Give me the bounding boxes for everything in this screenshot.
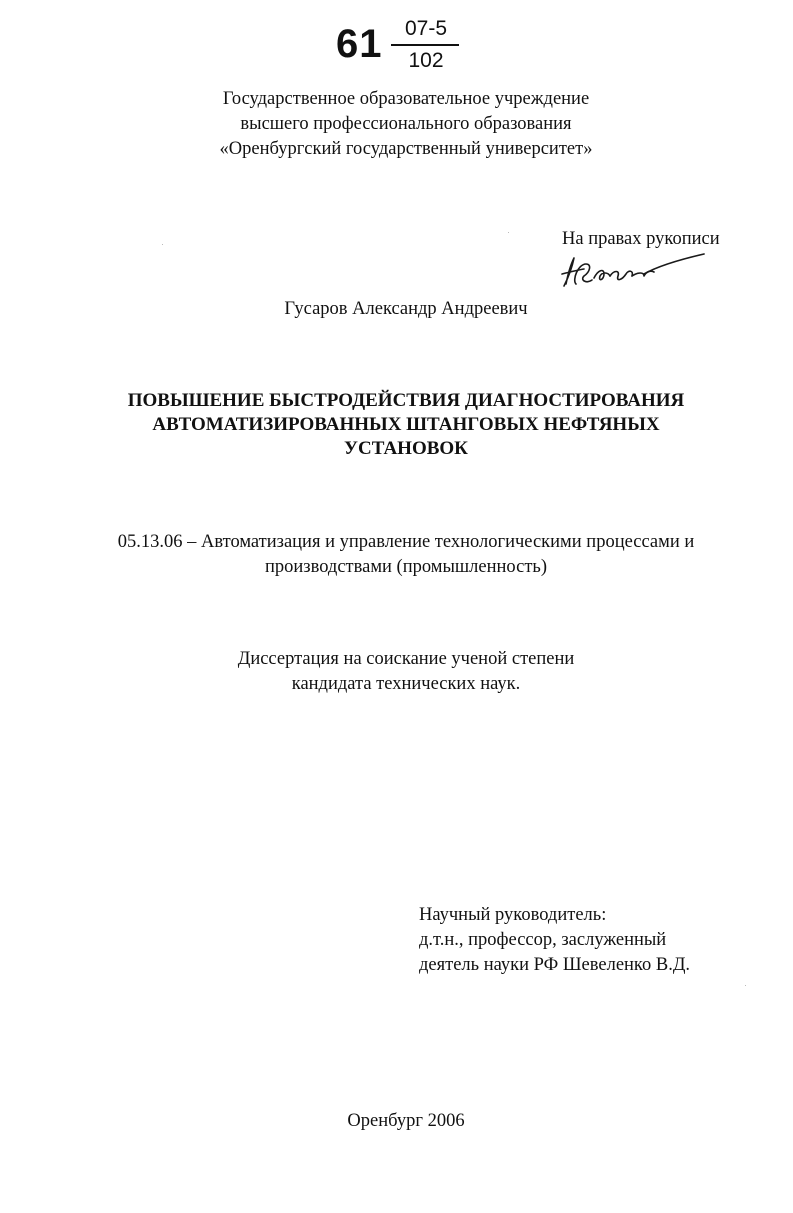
advisor-line-3: деятель науки РФ Шевеленко В.Д. (419, 955, 691, 975)
rights-notice: На правах рукописи (562, 229, 720, 249)
author-name: Гусаров Александр Андреевич (284, 299, 528, 319)
title-line-3: УСТАНОВОК (344, 438, 468, 459)
dissertation-title (0, 389, 793, 461)
scan-speck (508, 232, 509, 233)
scan-speck (745, 985, 746, 986)
signature-icon (558, 250, 708, 292)
institution-line-1: Государственное образовательное учреждение (222, 89, 590, 109)
city-year: Оренбург 2006 (347, 1111, 465, 1131)
title-line-2: АВТОМАТИЗИРОВАННЫХ ШТАНГОВЫХ НЕФТЯНЫХ (152, 414, 660, 435)
degree-line-1: Диссертация на соискание ученой степени (237, 649, 575, 669)
specialty-line-2: производствами (промышленность) (264, 557, 548, 577)
scientific-advisor (419, 903, 690, 978)
library-stamp (336, 18, 466, 78)
institution-line-2: высшего профессионального образования (240, 114, 572, 134)
stamp-numerator: 07-5 (404, 17, 448, 40)
title-line-1: ПОВЫШЕНИЕ БЫСТРОДЕЙСТВИЯ ДИАГНОСТИРОВАНИЯ (127, 390, 685, 411)
institution-line-3: «Оренбургский государственный университет» (219, 139, 593, 159)
institution-header (0, 87, 793, 162)
stamp-main-number: 61 (336, 22, 383, 66)
specialty-line-1: 05.13.06 – Автоматизация и управление технологическими процессами и (117, 532, 695, 552)
scan-speck (162, 244, 163, 245)
advisor-line-1: Научный руководитель: (419, 905, 607, 925)
advisor-line-2: д.т.н., профессор, заслуженный (419, 930, 667, 950)
stamp-fraction-line (391, 44, 459, 46)
degree-line-2: кандидата технических наук. (291, 674, 521, 694)
specialty-code (0, 530, 793, 580)
stamp-denominator: 102 (408, 49, 444, 72)
degree-statement (0, 647, 793, 697)
